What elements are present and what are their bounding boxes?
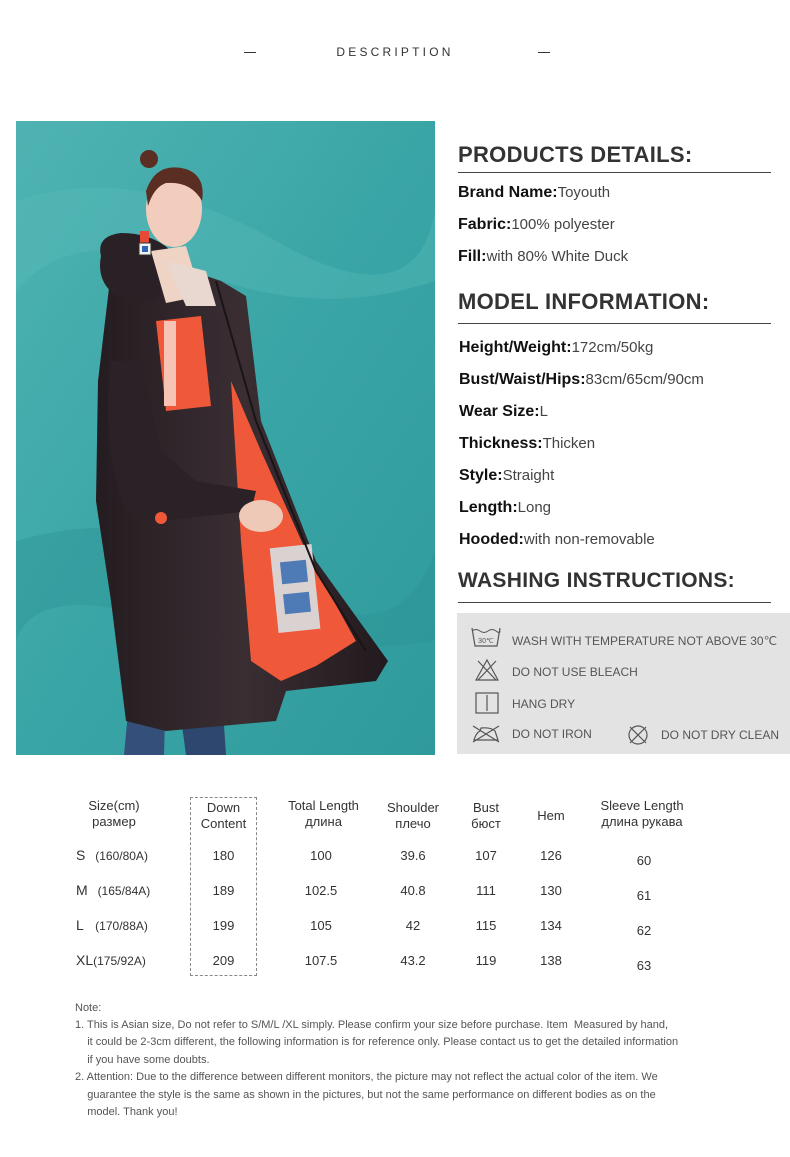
row-s-size: S (160/80A) bbox=[76, 847, 148, 863]
washing-instructions-heading: WASHING INSTRUCTIONS: bbox=[458, 569, 735, 592]
row-l-hem: 134 bbox=[540, 918, 562, 933]
row-s-shoulder: 39.6 bbox=[400, 848, 426, 863]
note-line-6: model. Thank you! bbox=[75, 1106, 178, 1118]
row-s-bust: 107 bbox=[475, 848, 497, 863]
row-xl-sleeve: 63 bbox=[636, 958, 652, 973]
row-m-shoulder: 40.8 bbox=[400, 883, 426, 898]
row-xl-shoulder: 43.2 bbox=[400, 953, 426, 968]
wash-temperature-label: WASH WITH TEMPERATURE NOT ABOVE 30℃ bbox=[512, 634, 778, 648]
hang-dry-icon bbox=[475, 692, 499, 714]
row-xl-bust: 119 bbox=[475, 953, 497, 968]
row-m-size: M (165/84A) bbox=[76, 882, 151, 898]
row-l-bust: 115 bbox=[475, 918, 497, 933]
header-down-content: Down Content bbox=[200, 800, 247, 831]
row-xl-size: XL(175/92A) bbox=[76, 952, 146, 968]
row-l-size: L (170/88A) bbox=[76, 917, 148, 933]
no-iron-icon bbox=[471, 723, 501, 743]
row-m-down: 189 bbox=[212, 883, 235, 898]
note-line-1: 1. This is Asian size, Do not refer to S/M/L /XL simply. Please confirm your size before purchase. Item Measured by hand, bbox=[75, 1019, 669, 1031]
header-total-length: Total Length длина bbox=[288, 798, 359, 829]
washing-panel bbox=[457, 613, 790, 754]
detail-fabric: Fabric:100% polyester bbox=[458, 216, 615, 233]
description-title: DESCRIPTION bbox=[336, 45, 454, 59]
row-s-sleeve: 60 bbox=[636, 853, 652, 868]
row-s-length: 100 bbox=[310, 848, 332, 863]
products-details-rule bbox=[458, 172, 771, 173]
model-information-rule bbox=[458, 323, 771, 324]
hang-dry-label: HANG DRY bbox=[512, 697, 576, 711]
note-title: Note: bbox=[75, 1002, 102, 1014]
header-hem: Hem bbox=[537, 808, 565, 823]
model-information-heading: MODEL INFORMATION: bbox=[458, 289, 710, 314]
note-line-5: guarantee the style is the same as shown in the pictures, but not the same performance on different bodies as on the bbox=[75, 1089, 656, 1101]
note-line-2: it could be 2-3cm different, the following information is for reference only. Please contact us to get the detailed information bbox=[75, 1036, 679, 1048]
no-iron-label: DO NOT IRON bbox=[512, 727, 592, 741]
row-s-down: 180 bbox=[212, 848, 235, 863]
row-s-hem: 126 bbox=[540, 848, 562, 863]
row-l-down: 199 bbox=[212, 918, 235, 933]
model-thickness: Thickness:Thicken bbox=[459, 435, 596, 452]
no-bleach-icon bbox=[475, 659, 499, 681]
header-bust: Bust бюст bbox=[471, 800, 501, 831]
header-size: Size(cm) размер bbox=[88, 798, 140, 829]
row-m-sleeve: 61 bbox=[636, 888, 652, 903]
no-bleach-label: DO NOT USE BLEACH bbox=[512, 665, 638, 679]
model-height-weight: Height/Weight:172cm/50kg bbox=[459, 339, 654, 356]
svg-text:30℃: 30℃ bbox=[478, 638, 494, 645]
model-wear-size: Wear Size:L bbox=[459, 403, 548, 420]
row-l-length: 105 bbox=[310, 918, 332, 933]
washing-instructions-rule bbox=[458, 602, 771, 603]
model-bust-waist-hips: Bust/Waist/Hips:83cm/65cm/90cm bbox=[459, 371, 704, 388]
model-length: Length:Long bbox=[459, 499, 552, 516]
detail-brand-name: Brand Name:Toyouth bbox=[458, 184, 611, 201]
no-dry-clean-icon bbox=[627, 724, 649, 746]
row-xl-length: 107.5 bbox=[304, 953, 338, 968]
detail-fill: Fill:with 80% White Duck bbox=[458, 248, 629, 265]
wash-30-icon bbox=[471, 626, 501, 648]
model-hooded: Hooded:with non-removable bbox=[459, 531, 655, 548]
header-dash-right bbox=[538, 52, 550, 53]
model-coat-illustration bbox=[16, 121, 435, 755]
model-style: Style:Straight bbox=[459, 467, 555, 484]
product-photo bbox=[16, 121, 435, 755]
row-m-hem: 130 bbox=[540, 883, 562, 898]
row-xl-down: 209 bbox=[212, 953, 235, 968]
row-xl-hem: 138 bbox=[540, 953, 562, 968]
header-sleeve-length: Sleeve Length длина рукава bbox=[600, 798, 684, 829]
note-line-3: if you have some doubts. bbox=[75, 1054, 210, 1066]
row-l-sleeve: 62 bbox=[636, 923, 652, 938]
note-line-4: 2. Attention: Due to the difference between different monitors, the picture may not reflect the actual color of the item. We bbox=[75, 1071, 658, 1083]
row-m-length: 102.5 bbox=[304, 883, 338, 898]
header-shoulder: Shoulder плечо bbox=[386, 800, 440, 831]
no-dry-clean-label: DO NOT DRY CLEAN bbox=[661, 728, 780, 742]
products-details-heading: PRODUCTS DETAILS: bbox=[458, 142, 693, 167]
row-m-bust: 111 bbox=[476, 883, 496, 898]
row-l-shoulder: 42 bbox=[405, 918, 421, 933]
